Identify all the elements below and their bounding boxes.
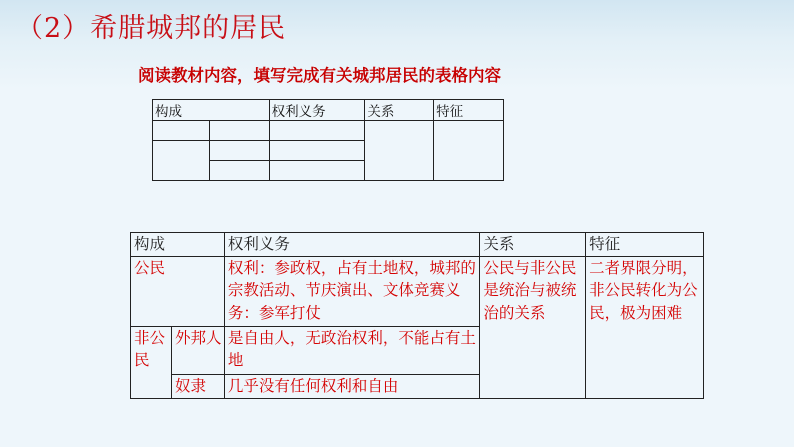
blank-cell [269,121,365,141]
page-title: （2）希腊城邦的居民 [16,13,287,44]
blank-cell [269,141,365,161]
citizen-label: 公民 [131,256,225,326]
relationship-cell: 公民与非公民是统治与被统治的关系 [480,256,586,398]
blank-cell [209,121,269,141]
blank-header-composition: 构成 [153,100,270,121]
blank-header-feature: 特征 [434,100,504,121]
header-feature: 特征 [586,233,704,257]
noncitizen-label: 非公民 [131,326,172,398]
header-relationship: 关系 [480,233,586,257]
blank-cell [209,161,269,181]
citizen-rights: 权利：参政权，占有土地权，城邦的宗教活动、节庆演出、文体竞赛义务：参军打仗 [224,256,480,326]
blank-cell [365,121,434,181]
foreigner-label: 外邦人 [171,326,224,374]
blank-header-rights: 权利义务 [269,100,365,121]
blank-cell [153,141,210,181]
header-composition: 构成 [131,233,225,257]
feature-cell: 二者界限分明，非公民转化为公民，极为困难 [586,256,704,398]
blank-cell [153,121,210,141]
blank-cell [269,161,365,181]
filled-table [130,232,704,399]
blank-table [152,99,504,181]
slave-label: 奴隶 [171,374,224,398]
header-rights: 权利义务 [224,233,480,257]
blank-cell [209,141,269,161]
slave-rights: 几乎没有任何权利和自由 [224,374,480,398]
blank-header-relationship: 关系 [365,100,434,121]
foreigner-rights: 是自由人，无政治权利，不能占有土地 [224,326,480,374]
instruction-text: 阅读教材内容，填写完成有关城邦居民的表格内容 [138,66,501,85]
blank-cell [434,121,504,181]
